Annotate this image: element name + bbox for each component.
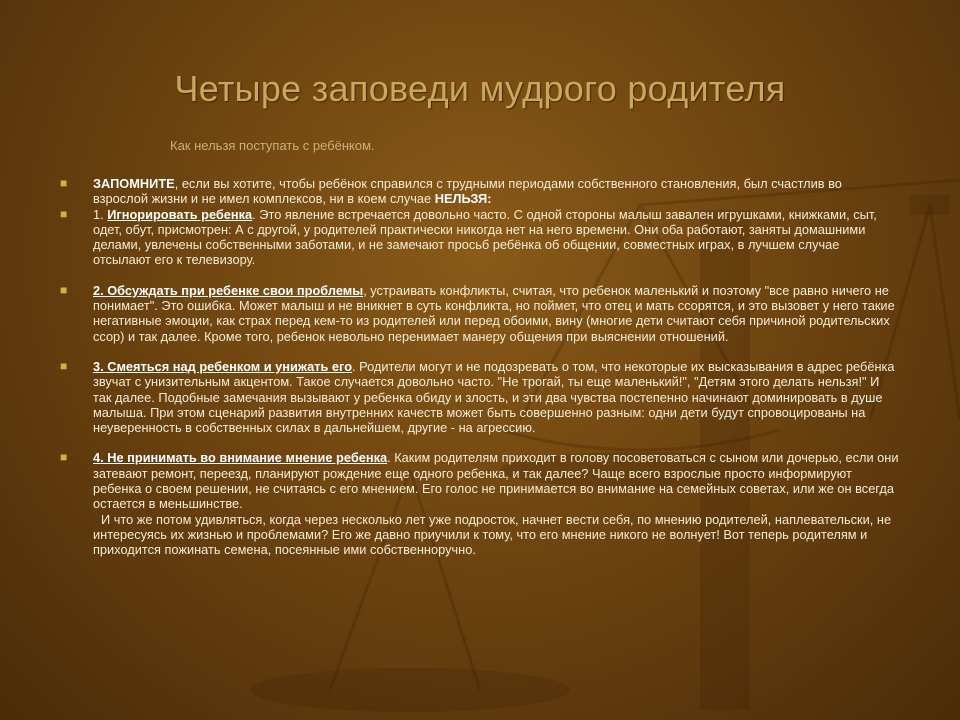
item-3-text: . Родители могут и не подозревать о том, что некоторые их высказывания в адрес ребёнка звучат с унизительным акцентом. Такое случается довольно часто. "Не трогай, ты еще маленький!", "Детям этого делать нельзя!" И так далее. Подобные замечания вызывают у ребенка обиду и злость, и эти два чувства постепенно начинают доминировать в душе малыша. При этом сценарий развития внутренних качеств может быть совершенно разным: одни дети будут спровоцированы на неуверенность в собственных силах в дальнейшем, другие - на агрессию. (93, 358, 895, 436)
list-item-2 (60, 283, 900, 344)
item-1-text: . Это явление встречается довольно часто. С одной стороны малыш завален игрушками, книжками, сыт, одет, обут, присмотрен: А с другой, у родителей практически никогда нет на него времени. Они оба работают, заняты домашними делами, увлечены собственными заботами, и не замечают просьб ребёнка об общении, совместных играх, в лучшем случае отсылают его к телевизору. (93, 206, 877, 268)
square-bullet-icon: ■ (60, 450, 68, 465)
list-item-1 (60, 207, 900, 268)
list-item-3 (60, 359, 900, 435)
slide-title: Четыре заповеди мудрого родителя (174, 68, 786, 109)
remember-tail: НЕЛЬЗЯ: (434, 191, 492, 207)
item-4-text: . Каким родителям приходит в голову посоветоваться с сыном или дочерью, если они затевают ремонт, переезд, планируют рождение еще одного ребенка, и так далее? Чаще всего взрослые просто информируют ребенка о своем решении, не считаясь с его мнением. Его голос не принимается во внимание на семейных советах, или же он всегда остается в меньшинстве. (93, 450, 899, 512)
list-item-remember (60, 176, 900, 207)
square-bullet-icon: ■ (60, 176, 68, 190)
slide-body (60, 176, 900, 558)
square-bullet-icon: ■ (60, 206, 68, 221)
item-2-text: , устраивать конфликты, считая, что ребенок маленький и поэтому "все равно ничего не понимает". Это ошибка. Может малыш и не вникнет в суть конфликта, но поймет, что отец и мать ссорятся, и это вызовет у него такие негативные эмоции, как страх перед кем-то из родителей или перед обоими, вину (многие дети считают себя причиной родительских ссор) и так далее. Кроме того, ребенок невольно перенимает манеру общения при выяснении отношений. (93, 282, 895, 344)
item-4-heading: 4. Не принимать во внимание мнение ребенка (93, 450, 388, 466)
square-bullet-icon: ■ (60, 282, 68, 297)
slide-subtitle: Как нельзя поступать с ребёнком. (170, 138, 375, 153)
list-item-4 (60, 450, 900, 557)
item-4-continuation: И что же потом удивляться, когда через несколько лет уже подросток, начнет вести себя, по мнению родителей, наплевательски, не интересуясь их жизнью и проблемами? Его же давно приучили к тому, что его мнение никого не волнует! Вот теперь родителям и приходится пожинать семена, посеянные ими собственноручно. (93, 511, 892, 558)
item-2-heading: 2. Обсуждать при ребенке свои проблемы (93, 282, 364, 298)
item-1-number: 1. (93, 206, 108, 222)
item-1-heading: Игнорировать ребенка (107, 206, 253, 222)
remember-lead: ЗАПОМНИТЕ (93, 176, 175, 191)
remember-text: , если вы хотите, чтобы ребёнок справился с трудными периодами собственного становления, был счастлив во взрослой жизни и не имел комплексов, ни в коем случае (93, 176, 842, 207)
item-3-heading: 3. Смеяться над ребенком и унижать его (93, 358, 353, 374)
square-bullet-icon: ■ (60, 358, 68, 373)
